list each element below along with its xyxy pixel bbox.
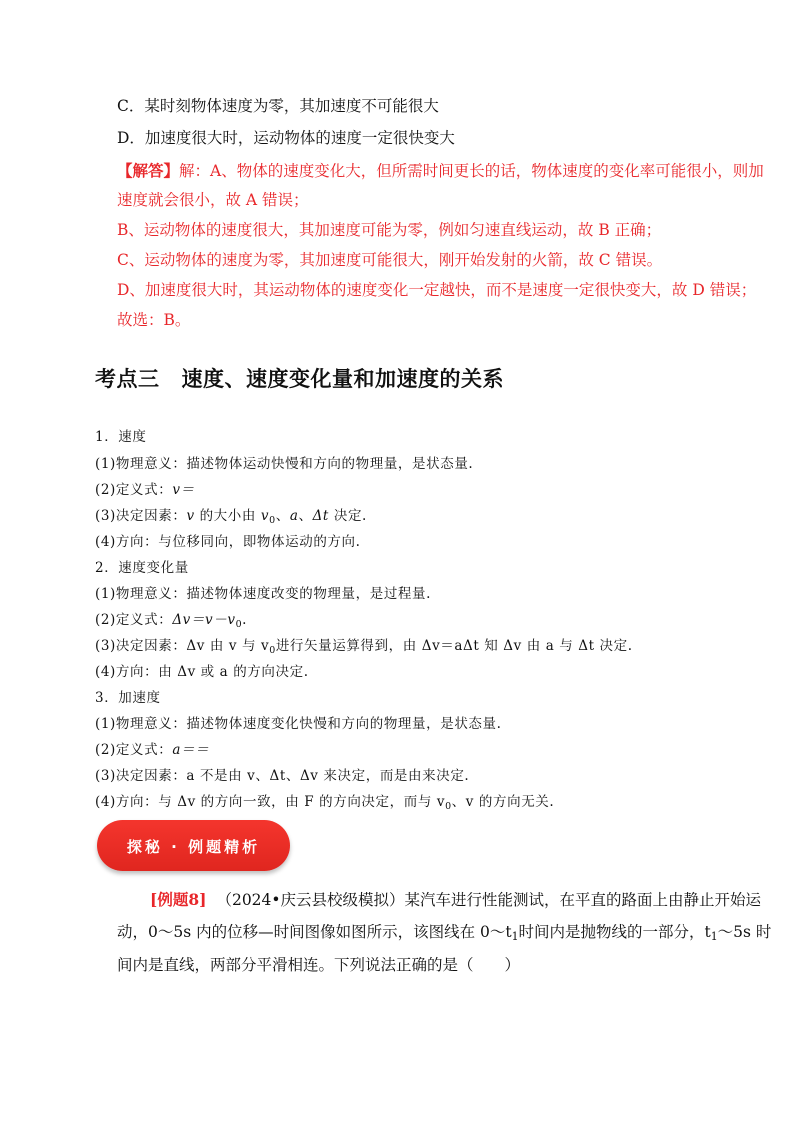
velocity-factor-sep2: 、 bbox=[298, 508, 313, 524]
acceleration-definition-expr: a＝＝ bbox=[172, 742, 210, 758]
acceleration-factor: (3)决定因素：a 不是由 v、Δt、Δv 来决定，而是由来决定. bbox=[95, 768, 470, 784]
example-banner bbox=[97, 820, 290, 871]
velocity-factor-mid: 的大小由 bbox=[194, 508, 261, 524]
velocity-factor-end: 决定. bbox=[328, 508, 367, 524]
acceleration-direction-sub: 0 bbox=[445, 801, 452, 812]
acceleration-direction-a: (4)方向：与 Δv 的方向一致，由 F 的方向决定，而与 v bbox=[95, 794, 446, 810]
velocity-factor-v: v bbox=[186, 508, 195, 524]
delta-v-meaning: (1)物理意义：描述物体速度改变的物理量，是过程量. bbox=[95, 586, 432, 602]
delta-v-direction: (4)方向：由 Δv 或 a 的方向决定. bbox=[95, 664, 309, 680]
acceleration-definition bbox=[95, 744, 209, 758]
example-sub-2: 1 bbox=[710, 930, 718, 943]
velocity-heading: 1．速度 bbox=[95, 429, 147, 445]
delta-v-factor-b: 进行矢量运算得到，由 Δv＝aΔt 知 Δv 由 a 与 Δt 决定. bbox=[275, 638, 633, 654]
example-tag: [例题8] bbox=[150, 890, 207, 909]
velocity-definition-expr: v＝ bbox=[172, 482, 195, 498]
example-text-2a: 动，0～5s 内的位移—时间图像如图所示，该图线在 0～t bbox=[117, 923, 512, 941]
answer-line-3: B、运动物体的速度很大，其加速度可能为零，例如匀速直线运动，故 B 正确； bbox=[117, 221, 662, 239]
velocity-factor bbox=[95, 510, 367, 524]
velocity-factor-v0: v bbox=[260, 508, 270, 524]
delta-v-definition-expr: Δv＝v－v bbox=[172, 612, 236, 628]
velocity-meaning: (1)物理意义：描述物体运动快慢和方向的物理量，是状态量. bbox=[95, 456, 474, 472]
answer-line-6: 故选：B。 bbox=[117, 311, 191, 329]
answer-tag: 【解答】 bbox=[117, 161, 180, 180]
example-text-2c: ～5s 时 bbox=[717, 923, 772, 941]
example-line-2 bbox=[117, 925, 771, 941]
delta-v-definition-end: . bbox=[242, 612, 248, 628]
example-line-1 bbox=[150, 892, 761, 909]
delta-v-definition bbox=[95, 614, 247, 628]
section-heading bbox=[95, 369, 504, 390]
answer-line-5: D、加速度很大时，其运动物体的速度变化一定越快，而不是速度一定很快变大，故 D 错误； bbox=[117, 281, 757, 299]
example-line-3: 间内是直线，两部分平滑相连。下列说法正确的是（ ） bbox=[117, 956, 521, 974]
acceleration-direction bbox=[95, 796, 554, 810]
velocity-factor-prefix: (3)决定因素： bbox=[95, 508, 187, 524]
delta-v-definition-label: (2)定义式： bbox=[95, 612, 173, 628]
velocity-factor-sep1: 、 bbox=[275, 508, 290, 524]
option-d: D．加速度很大时，运动物体的速度一定很快变大 bbox=[117, 129, 455, 147]
example-sub-1: 1 bbox=[511, 930, 519, 943]
velocity-definition bbox=[95, 484, 195, 498]
velocity-factor-a: a bbox=[289, 508, 299, 524]
option-c: C．某时刻物体速度为零，其加速度不可能很大 bbox=[117, 97, 439, 115]
velocity-definition-label: (2)定义式： bbox=[95, 482, 173, 498]
example-text-2b: 时间内是抛物线的一部分，t bbox=[518, 923, 711, 941]
example-text-1: （2024•庆云县校级模拟）某汽车进行性能测试，在平直的路面上由静止开始运 bbox=[216, 891, 762, 909]
answer-text-1: 解：A、物体的速度变化大，但所需时间更长的话，物体速度的变化率可能很小，则加 bbox=[179, 162, 764, 180]
example-banner-text: 探秘 · 例题精析 bbox=[126, 838, 261, 856]
delta-v-heading: 2．速度变化量 bbox=[95, 560, 189, 576]
delta-v-factor bbox=[95, 640, 633, 654]
acceleration-meaning: (1)物理意义：描述物体速度变化快慢和方向的物理量，是状态量. bbox=[95, 716, 502, 732]
answer-line-4: C、运动物体的速度为零，其加速度可能很大，刚开始发射的火箭，故 C 错误。 bbox=[117, 251, 663, 269]
acceleration-definition-label: (2)定义式： bbox=[95, 742, 173, 758]
delta-v-factor-a: (3)决定因素：Δv 由 v 与 v bbox=[95, 638, 270, 654]
section-title: 速度、速度变化量和加速度的关系 bbox=[181, 367, 504, 391]
velocity-factor-dt: Δt bbox=[312, 508, 329, 524]
velocity-factor-v0-sub: 0 bbox=[269, 515, 276, 526]
delta-v-factor-sub: 0 bbox=[269, 645, 276, 656]
acceleration-direction-b: 、v 的方向无关. bbox=[451, 794, 555, 810]
velocity-direction: (4)方向：与位移同向，即物体运动的方向. bbox=[95, 534, 361, 550]
acceleration-heading: 3．加速度 bbox=[95, 690, 161, 706]
section-label: 考点三 bbox=[95, 367, 160, 391]
answer-line-1 bbox=[117, 163, 764, 180]
answer-line-2: 速度就会很小，故 A 错误； bbox=[117, 191, 309, 209]
delta-v-definition-sub: 0 bbox=[235, 619, 243, 630]
